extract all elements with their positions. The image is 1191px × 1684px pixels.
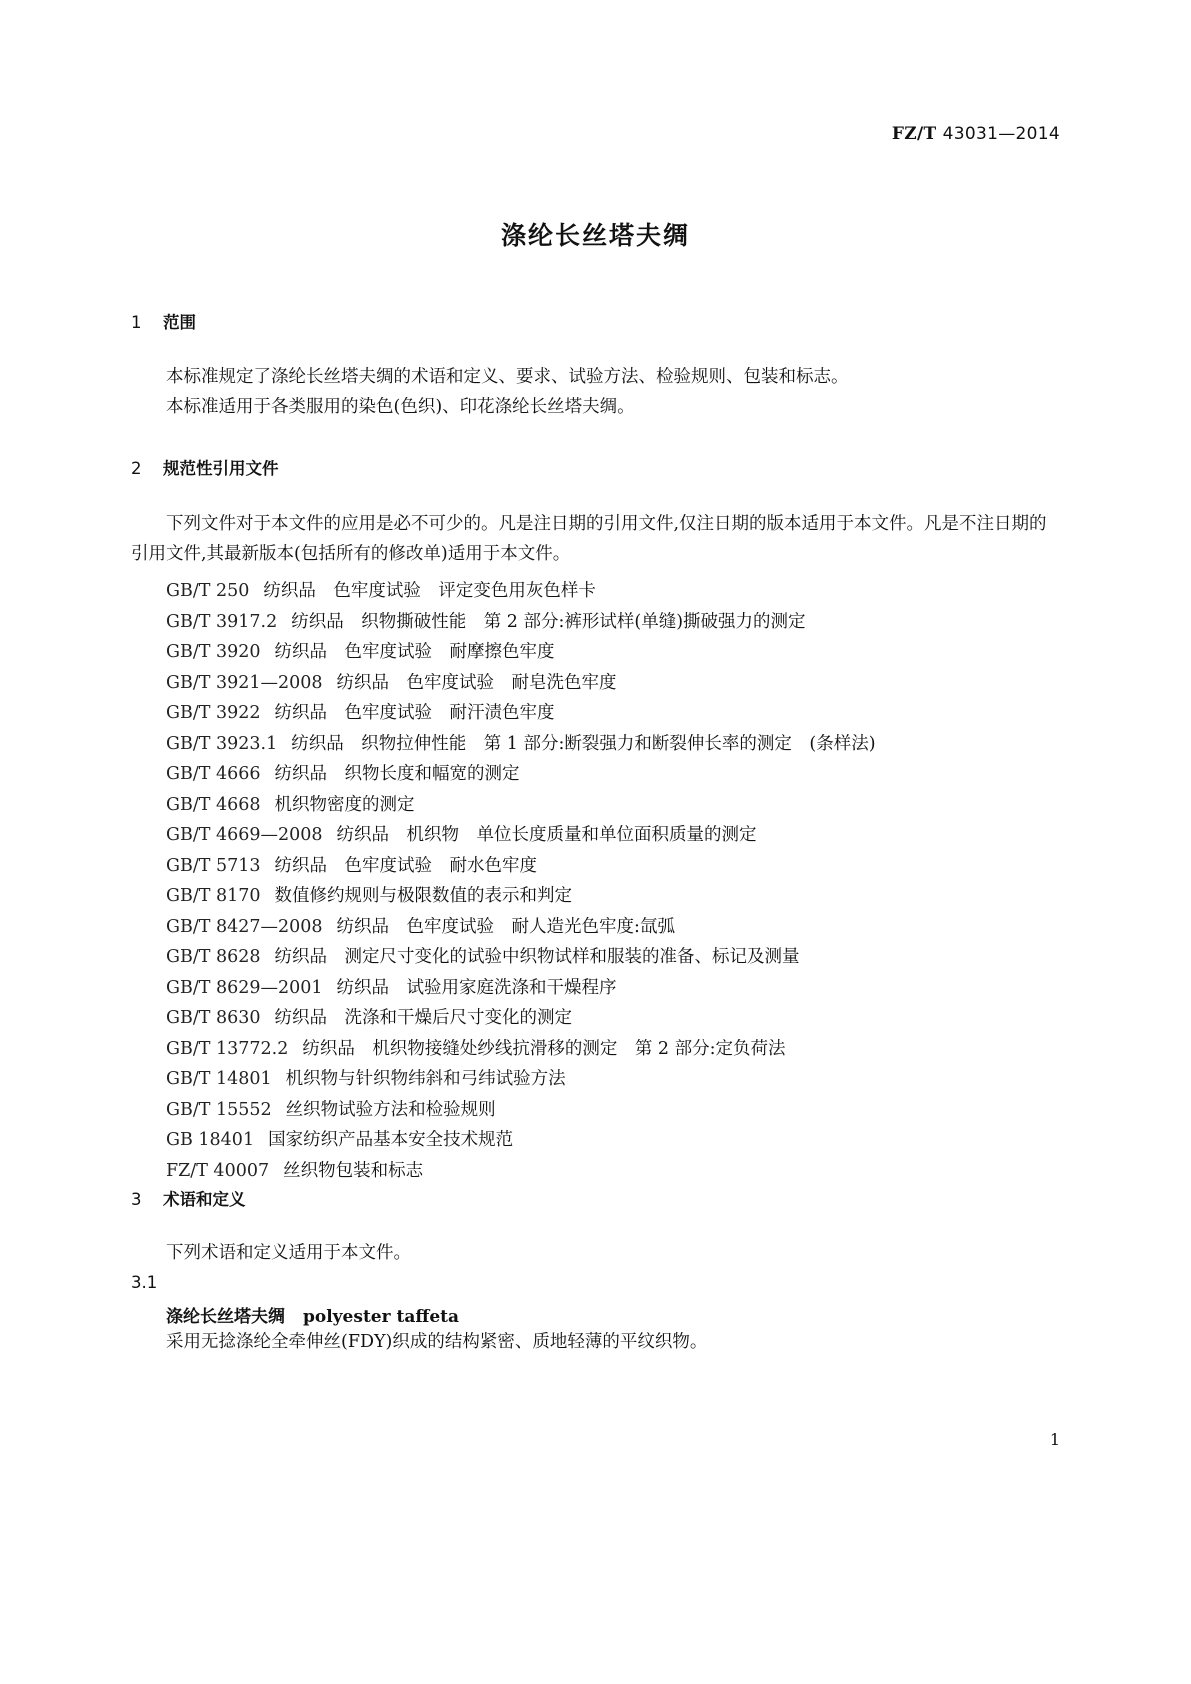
reference-code: GB/T 8629—2001 bbox=[166, 977, 323, 998]
reference-title: 纺织品 测定尺寸变化的试验中织物试样和服装的准备、标记及测量 bbox=[274, 947, 800, 967]
reference-code: GB/T 14801 bbox=[166, 1069, 272, 1089]
section-1-heading bbox=[131, 309, 196, 333]
term-heading bbox=[166, 1302, 459, 1327]
reference-code: GB 18401 bbox=[166, 1130, 255, 1150]
reference-code: GB/T 4666 bbox=[166, 764, 261, 784]
reference-title: 纺织品 色牢度试验 耐人造光色牢度:氙弧 bbox=[336, 916, 675, 937]
section-number: 2 bbox=[131, 459, 142, 478]
reference-code: GB/T 3921—2008 bbox=[166, 672, 323, 693]
reference-title: 机织物与针织物纬斜和弓纬试验方法 bbox=[285, 1069, 566, 1089]
standard-number bbox=[892, 124, 1060, 144]
reference-title: 纺织品 织物长度和幅宽的测定 bbox=[274, 764, 520, 784]
reference-item bbox=[166, 1125, 876, 1156]
section-number: 1 bbox=[131, 313, 142, 332]
reference-code: GB/T 4669—2008 bbox=[166, 825, 323, 845]
reference-item bbox=[166, 729, 876, 760]
reference-code: GB/T 250 bbox=[166, 581, 250, 601]
reference-title: 纺织品 色牢度试验 耐汗渍色牢度 bbox=[274, 703, 555, 723]
reference-title: 纺织品 机织物接缝处纱线抗滑移的测定 第 2 部分:定负荷法 bbox=[302, 1038, 786, 1059]
reference-title: 丝织物包装和标志 bbox=[283, 1160, 424, 1181]
reference-item bbox=[166, 576, 876, 607]
reference-code: GB/T 8427—2008 bbox=[166, 916, 323, 937]
reference-title: 丝织物试验方法和检验规则 bbox=[285, 1099, 496, 1120]
scope-paragraph-1: 本标准规定了涤纶长丝塔夫绸的术语和定义、要求、试验方法、检验规则、包装和标志。 bbox=[166, 367, 849, 387]
reference-title: 纺织品 机织物 单位长度质量和单位面积质量的测定 bbox=[336, 825, 757, 845]
reference-item bbox=[166, 1003, 876, 1034]
section-3-heading bbox=[131, 1186, 246, 1210]
reference-code: GB/T 3922 bbox=[166, 703, 261, 723]
reference-title: 数值修约规则与极限数值的表示和判定 bbox=[274, 886, 573, 906]
reference-item bbox=[166, 1064, 876, 1095]
term-english: polyester taffeta bbox=[303, 1307, 459, 1327]
section-number: 3 bbox=[131, 1190, 142, 1209]
term-definition: 采用无捻涤纶全牵伸丝(FDY)织成的结构紧密、质地轻薄的平纹织物。 bbox=[166, 1332, 708, 1352]
reference-item bbox=[166, 668, 876, 699]
reference-title: 国家纺织产品基本安全技术规范 bbox=[268, 1130, 514, 1150]
reference-item bbox=[166, 607, 876, 638]
reference-title: 纺织品 洗涤和干燥后尺寸变化的测定 bbox=[274, 1008, 573, 1028]
reference-title: 纺织品 色牢度试验 耐皂洗色牢度 bbox=[336, 672, 617, 693]
reference-list bbox=[166, 576, 876, 1186]
reference-item bbox=[166, 698, 876, 729]
reference-title: 机织物密度的测定 bbox=[274, 794, 415, 815]
reference-code: GB/T 13772.2 bbox=[166, 1038, 289, 1059]
reference-item bbox=[166, 1156, 876, 1187]
section-title: 术语和定义 bbox=[163, 1190, 246, 1209]
reference-code: GB/T 3923.1 bbox=[166, 733, 278, 754]
reference-code: GB/T 8170 bbox=[166, 886, 261, 906]
reference-title: 纺织品 色牢度试验 耐摩擦色牢度 bbox=[274, 642, 555, 662]
standard-prefix: FZ/T bbox=[891, 124, 937, 144]
reference-code: GB/T 3920 bbox=[166, 642, 261, 662]
reference-item bbox=[166, 942, 876, 973]
section-title: 规范性引用文件 bbox=[163, 459, 279, 478]
section-2-heading bbox=[131, 455, 279, 479]
term-chinese: 涤纶长丝塔夫绸 bbox=[166, 1307, 285, 1327]
page-number: 1 bbox=[1049, 1430, 1060, 1449]
scope-paragraph-2: 本标准适用于各类服用的染色(色织)、印花涤纶长丝塔夫绸。 bbox=[166, 397, 635, 417]
section-title: 范围 bbox=[163, 313, 196, 332]
reference-code: GB/T 15552 bbox=[166, 1099, 272, 1120]
reference-item bbox=[166, 881, 876, 912]
reference-title: 纺织品 色牢度试验 耐水色牢度 bbox=[274, 855, 538, 876]
references-intro: 下列文件对于本文件的应用是必不可少的。凡是注日期的引用文件,仅注日期的版本适用于本文件。凡是不注日期的引用文件,其最新版本(包括所有的修改单)适用于本文件。 bbox=[131, 514, 1047, 564]
reference-title: 纺织品 试验用家庭洗涤和干燥程序 bbox=[336, 977, 617, 998]
reference-code: GB/T 4668 bbox=[166, 794, 261, 815]
reference-item bbox=[166, 912, 876, 943]
reference-title: 纺织品 色牢度试验 评定变色用灰色样卡 bbox=[263, 581, 596, 601]
reference-item bbox=[166, 759, 876, 790]
reference-code: GB/T 5713 bbox=[166, 855, 261, 876]
document-title: 涤纶长丝塔夫绸 bbox=[500, 221, 690, 250]
reference-title: 纺织品 织物撕破性能 第 2 部分:裤形试样(单缝)撕破强力的测定 bbox=[291, 611, 806, 632]
reference-code: FZ/T 40007 bbox=[166, 1160, 270, 1181]
reference-title: 纺织品 织物拉伸性能 第 1 部分:断裂强力和断裂伸长率的测定 (条样法) bbox=[291, 733, 876, 754]
reference-item bbox=[166, 1095, 876, 1126]
reference-item bbox=[166, 851, 876, 882]
terms-intro: 下列术语和定义适用于本文件。 bbox=[166, 1243, 411, 1263]
reference-item bbox=[166, 973, 876, 1004]
reference-code: GB/T 8630 bbox=[166, 1008, 261, 1028]
reference-item bbox=[166, 790, 876, 821]
reference-item bbox=[166, 637, 876, 668]
reference-item bbox=[166, 1034, 876, 1065]
standard-code: 43031—2014 bbox=[942, 124, 1060, 144]
term-number: 3.1 bbox=[131, 1273, 158, 1292]
reference-code: GB/T 8628 bbox=[166, 947, 261, 967]
reference-item bbox=[166, 820, 876, 851]
reference-code: GB/T 3917.2 bbox=[166, 611, 278, 632]
